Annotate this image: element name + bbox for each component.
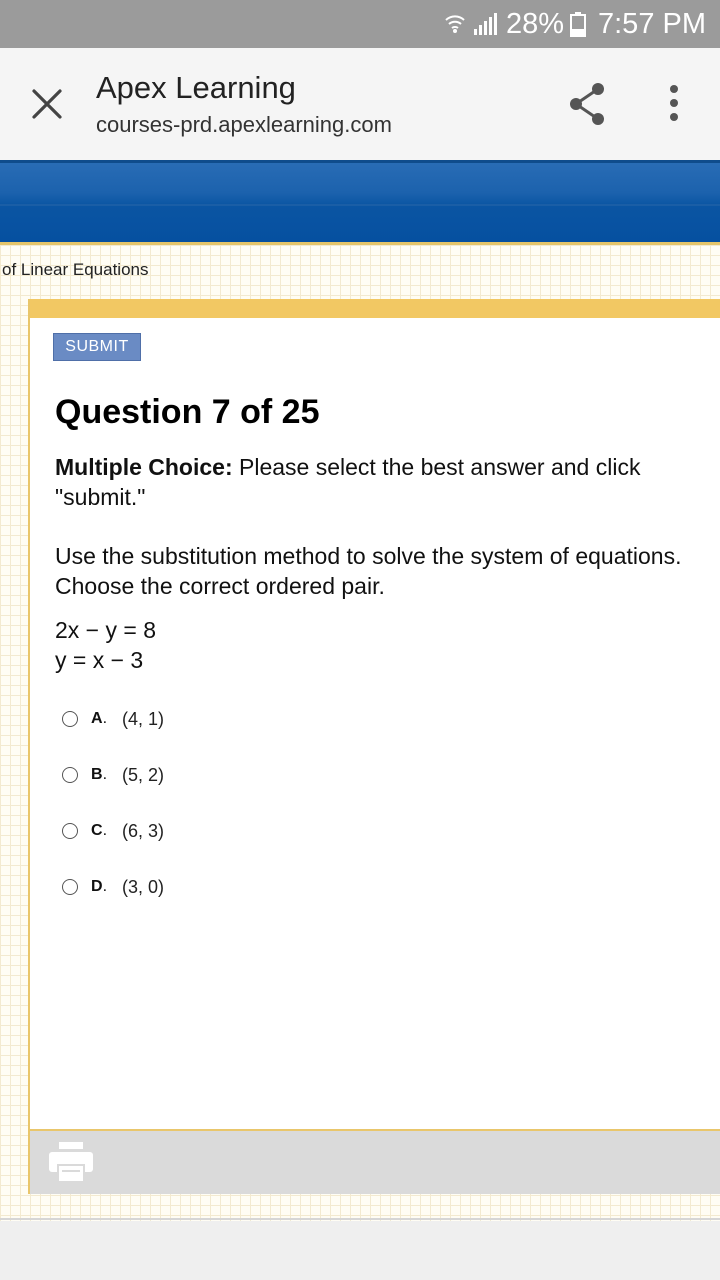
card-footer-toolbar	[30, 1129, 720, 1194]
wifi-icon	[444, 11, 466, 37]
choice-d[interactable]	[62, 873, 164, 901]
more-options-button[interactable]	[656, 84, 692, 124]
choice-letter: C.	[91, 822, 108, 839]
breadcrumb: of Linear Equations	[2, 260, 149, 279]
close-button[interactable]	[24, 86, 72, 124]
card-top-bar	[30, 299, 720, 318]
choice-letter: D.	[91, 878, 108, 895]
submit-button[interactable]: SUBMIT	[53, 333, 141, 361]
radio-button[interactable]	[62, 711, 78, 727]
radio-button[interactable]	[62, 879, 78, 895]
banner-divider	[0, 204, 720, 206]
course-banner	[0, 160, 720, 242]
equation-2: y = x − 3	[55, 647, 144, 673]
choice-b[interactable]	[62, 761, 164, 789]
printer-icon	[48, 1141, 94, 1183]
choice-text: (4, 1)	[122, 708, 165, 729]
instruction-label: Multiple Choice:	[55, 454, 233, 480]
browser-header	[0, 48, 720, 160]
share-button[interactable]	[564, 80, 612, 128]
choice-letter: A.	[91, 710, 108, 727]
question-heading: Question 7 of 25	[55, 393, 320, 431]
choice-c[interactable]	[62, 817, 164, 845]
choice-a[interactable]	[62, 705, 164, 733]
close-icon	[24, 86, 72, 124]
instructions	[55, 452, 705, 512]
clock: 7:57 PM	[598, 7, 706, 40]
choice-text: (3, 0)	[122, 876, 165, 897]
banner-top-line	[0, 160, 720, 163]
question-prompt: Use the substitution method to solve the system of equations. Choose the correct ordered pair.	[55, 543, 682, 599]
more-vertical-icon	[656, 84, 692, 124]
site-url[interactable]: courses-prd.apexlearning.com	[96, 112, 392, 137]
share-icon	[564, 80, 612, 128]
instruction-text: Please select the best answer and click "submit."	[55, 454, 641, 510]
choice-text: (6, 3)	[122, 820, 165, 841]
radio-button[interactable]	[62, 823, 78, 839]
print-button[interactable]	[48, 1141, 94, 1183]
bottom-divider	[0, 1218, 720, 1220]
radio-button[interactable]	[62, 767, 78, 783]
status-indicators	[444, 0, 706, 48]
question-card	[28, 299, 720, 1194]
equation-1: 2x − y = 8	[55, 617, 157, 643]
site-title: Apex Learning	[96, 70, 296, 105]
battery-percentage: 28%	[505, 7, 564, 40]
choice-text: (5, 2)	[122, 764, 165, 785]
battery-icon	[570, 11, 586, 37]
choice-letter: B.	[91, 766, 108, 783]
signal-icon	[472, 11, 498, 37]
status-bar	[0, 0, 720, 48]
